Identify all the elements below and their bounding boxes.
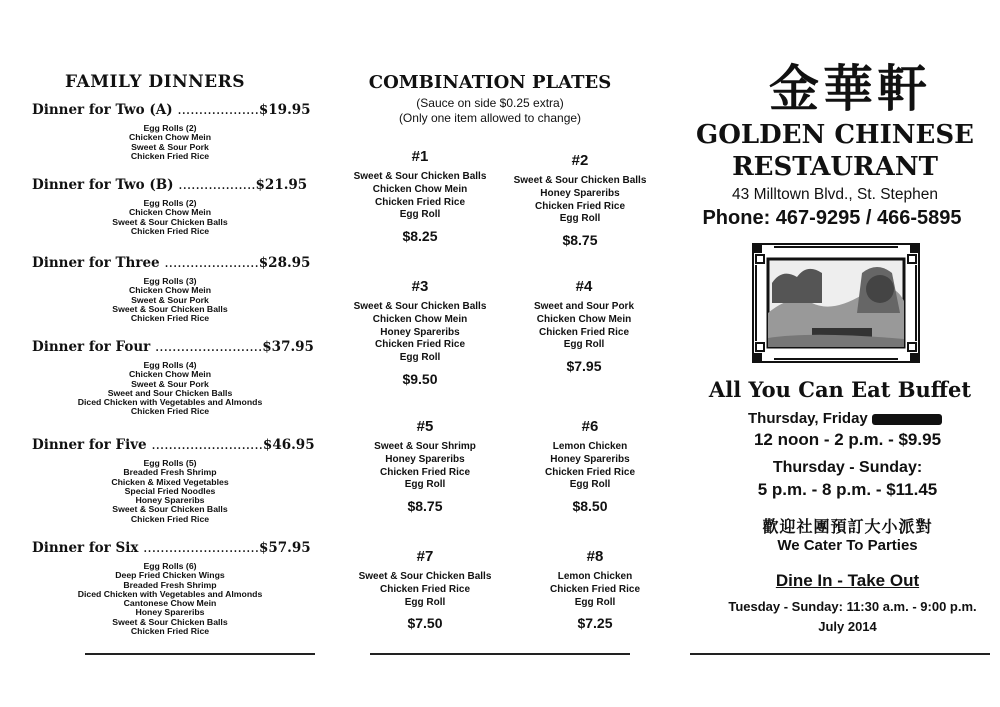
family-dinner-price: $21.95	[255, 177, 308, 193]
bottom-divider-middle	[370, 653, 630, 655]
bottom-divider-right	[690, 653, 990, 655]
family-dinner-item: Cantonese Chow Mein	[123, 598, 217, 609]
plate-item: Egg Roll	[563, 339, 605, 351]
family-dinner-items	[55, 459, 285, 524]
cater-text: We Cater To Parties	[777, 537, 918, 554]
family-dinner-item: Chicken Fried Rice	[130, 313, 210, 324]
family-dinner-item: Chicken Fried Rice	[130, 225, 210, 236]
plate-item: Egg Roll	[574, 596, 616, 608]
family-dinner-name: Dinner for Six	[32, 540, 139, 556]
family-dinner-heading	[32, 339, 314, 355]
cater-chinese-text: 歡迎社團預訂大小派對	[762, 517, 933, 536]
combination-plate	[500, 152, 660, 248]
bottom-divider-left	[85, 653, 315, 655]
family-dinner-item: Sweet & Sour Pork	[131, 141, 209, 152]
plate-item: Chicken Chow Mein	[372, 313, 468, 325]
family-dinner-items	[55, 199, 285, 236]
plate-item: Chicken Chow Mein	[372, 183, 468, 195]
combination-plate	[510, 418, 670, 514]
plate-item: Honey Spareribs	[380, 326, 460, 338]
plate-item: Chicken Fried Rice	[538, 326, 630, 338]
family-dinner-item: Egg Rolls (6)	[143, 561, 197, 571]
plate-price: $7.25	[577, 615, 613, 632]
plate-price: $8.25	[402, 228, 438, 245]
family-dinner-item: Chicken Chow Mein	[128, 132, 212, 143]
family-dinner-name: Dinner for Two (A)	[32, 102, 173, 118]
family-dinner-item: Sweet & Sour Pork	[131, 378, 209, 389]
dot-leader: ...................	[177, 102, 259, 118]
dot-leader: ...........................	[143, 540, 259, 556]
plate-item: Sweet & Sour Shrimp	[374, 441, 476, 452]
family-dinner-item: Sweet & Sour Pork	[131, 294, 209, 305]
dot-leader: ......................	[164, 255, 259, 271]
family-dinner-price: $46.95	[262, 437, 315, 453]
family-dinner-item: Honey Spareribs	[135, 495, 205, 506]
dot-leader: ..........................	[151, 437, 263, 453]
plate-number: #1	[411, 148, 429, 165]
family-dinner-name: Dinner for Two (B)	[32, 177, 174, 193]
plate-number: #6	[581, 418, 599, 435]
buffet-dinner-days: Thursday - Sunday:	[772, 459, 923, 476]
plate-item: Egg Roll	[399, 209, 441, 221]
family-dinner-item: Egg Rolls (2)	[143, 123, 197, 133]
plate-number: #7	[416, 548, 434, 565]
combination-plate	[340, 278, 500, 387]
family-dinner-item: Sweet & Sour Chicken Balls	[112, 303, 228, 314]
plate-price: $8.75	[407, 498, 443, 515]
family-dinner-price: $28.95	[258, 255, 311, 271]
family-dinner-item: Special Fried Noodles	[124, 485, 216, 496]
family-dinner-item: Honey Spareribs	[135, 607, 205, 618]
plate-item: Chicken Fried Rice	[549, 583, 641, 595]
plate-item: Sweet and Sour Pork	[533, 301, 635, 312]
family-dinner-item: Chicken Fried Rice	[130, 406, 210, 417]
plate-item: Honey Spareribs	[385, 453, 465, 465]
combination-plate	[345, 548, 505, 631]
family-dinners-title: FAMILY DINNERS	[64, 72, 246, 92]
buffet-lunch-days	[748, 410, 998, 427]
family-dinner-heading	[32, 255, 311, 271]
family-dinner-item: Chicken Fried Rice	[130, 150, 210, 161]
plate-item: Chicken Fried Rice	[534, 200, 626, 212]
family-dinner-item: Sweet & Sour Chicken Balls	[112, 216, 228, 227]
plate-item: Egg Roll	[404, 596, 446, 608]
family-dinner-item: Breaded Fresh Shrimp	[123, 467, 217, 478]
combination-plates-title: COMBINATION PLATES	[368, 72, 612, 93]
plate-item: Egg Roll	[404, 479, 446, 491]
plate-price: $7.50	[407, 615, 443, 632]
family-dinner-heading	[32, 437, 315, 453]
plate-item: Honey Spareribs	[550, 453, 630, 465]
family-dinner-item: Chicken Fried Rice	[130, 626, 210, 637]
plate-price: $9.50	[402, 370, 438, 387]
plate-item: Chicken Fried Rice	[379, 583, 471, 595]
dot-leader: ..................	[178, 177, 256, 193]
plate-item: Sweet & Sour Chicken Balls	[358, 571, 492, 582]
plate-item: Egg Roll	[399, 352, 441, 364]
plate-item: Chicken Fried Rice	[374, 339, 466, 351]
family-dinner-item: Chicken Chow Mein	[128, 369, 212, 380]
family-dinner-item: Chicken Fried Rice	[130, 513, 210, 524]
buffet-title: All You Can Eat Buffet	[708, 377, 972, 402]
combo-sauce-note: (Sauce on side $0.25 extra)	[416, 96, 564, 110]
family-dinner-item: Diced Chicken with Vegetables and Almonds	[77, 397, 263, 408]
redaction-mark	[872, 414, 942, 425]
plate-item: Sweet & Sour Chicken Balls	[513, 175, 647, 186]
restaurant-phone: Phone: 467-9295 / 466-5895	[702, 207, 962, 229]
family-dinner-item: Sweet & Sour Chicken Balls	[112, 504, 228, 515]
chinese-restaurant-name: 金華軒	[769, 60, 931, 118]
plate-item: Egg Roll	[559, 213, 601, 225]
plate-number: #3	[411, 278, 429, 295]
family-dinner-item: Sweet and Sour Chicken Balls	[107, 387, 233, 398]
plate-price: $8.50	[572, 498, 608, 515]
menu-date: July 2014	[818, 619, 877, 634]
family-dinner-item: Egg Rolls (4)	[143, 360, 197, 370]
family-dinner-item: Breaded Fresh Shrimp	[123, 579, 217, 590]
family-dinner-name: Dinner for Four	[32, 339, 151, 355]
family-dinner-item: Egg Rolls (2)	[143, 198, 197, 208]
family-dinner-items	[55, 124, 285, 161]
dot-leader: .........................	[154, 339, 263, 355]
family-dinner-item: Chicken Chow Mein	[128, 285, 212, 296]
restaurant-address: 43 Milltown Blvd., St. Stephen	[732, 186, 938, 203]
family-dinner-price: $19.95	[258, 102, 311, 118]
plate-item: Chicken Fried Rice	[374, 196, 466, 208]
dine-in-take-out: Dine In - Take Out	[775, 571, 920, 590]
plate-item: Sweet & Sour Chicken Balls	[353, 171, 487, 182]
plate-item: Chicken Chow Mein	[536, 313, 632, 325]
family-dinner-heading	[32, 102, 311, 118]
combination-plate	[345, 418, 505, 514]
family-dinner-items	[55, 361, 285, 417]
buffet-lunch-hours: 12 noon - 2 p.m. - $9.95	[753, 430, 942, 449]
opening-hours: Tuesday - Sunday: 11:30 a.m. - 9:00 p.m.	[728, 599, 977, 614]
plate-item: Honey Spareribs	[540, 187, 620, 199]
family-dinner-heading	[32, 177, 308, 193]
buffet-dinner-hours: 5 p.m. - 8 p.m. - $11.45	[757, 480, 938, 499]
plate-number: #5	[416, 418, 434, 435]
plate-price: $8.75	[562, 232, 598, 249]
landscape-painting-image	[752, 243, 920, 363]
combination-plate	[515, 548, 675, 631]
family-dinner-items	[55, 277, 285, 323]
plate-item: Chicken Fried Rice	[379, 466, 471, 478]
combination-plate	[340, 148, 500, 244]
family-dinner-item: Chicken & Mixed Vegetables	[111, 476, 229, 487]
family-dinner-items	[55, 562, 285, 636]
plate-number: #2	[571, 152, 589, 169]
plate-price: $7.95	[566, 358, 602, 375]
plate-number: #8	[586, 548, 604, 565]
plate-item: Sweet & Sour Chicken Balls	[353, 301, 487, 312]
plate-item: Chicken Fried Rice	[544, 466, 636, 478]
family-dinner-name: Dinner for Three	[32, 255, 160, 271]
buffet-lunch-days-text: Thursday, Friday	[748, 410, 868, 427]
family-dinner-item: Egg Rolls (3)	[143, 276, 197, 286]
plate-item: Egg Roll	[569, 479, 611, 491]
family-dinner-name: Dinner for Five	[32, 437, 147, 453]
combination-plate	[504, 278, 664, 374]
family-dinner-price: $57.95	[259, 540, 311, 556]
plate-item: Lemon Chicken	[552, 441, 628, 452]
family-dinner-item: Deep Fried Chicken Wings	[115, 570, 225, 581]
family-dinner-heading	[32, 540, 311, 556]
restaurant-name-line1: GOLDEN CHINESE	[696, 120, 974, 150]
plate-item: Lemon Chicken	[557, 571, 633, 582]
family-dinner-item: Chicken Chow Mein	[128, 207, 212, 218]
combo-change-note: (Only one item allowed to change)	[398, 111, 582, 125]
family-dinner-item: Diced Chicken with Vegetables and Almonds	[77, 588, 263, 599]
family-dinner-price: $37.95	[262, 339, 314, 355]
family-dinner-item: Egg Rolls (5)	[143, 458, 197, 468]
plate-number: #4	[575, 278, 593, 295]
restaurant-name-line2: RESTAURANT	[732, 152, 938, 182]
family-dinner-item: Sweet & Sour Chicken Balls	[112, 616, 228, 627]
